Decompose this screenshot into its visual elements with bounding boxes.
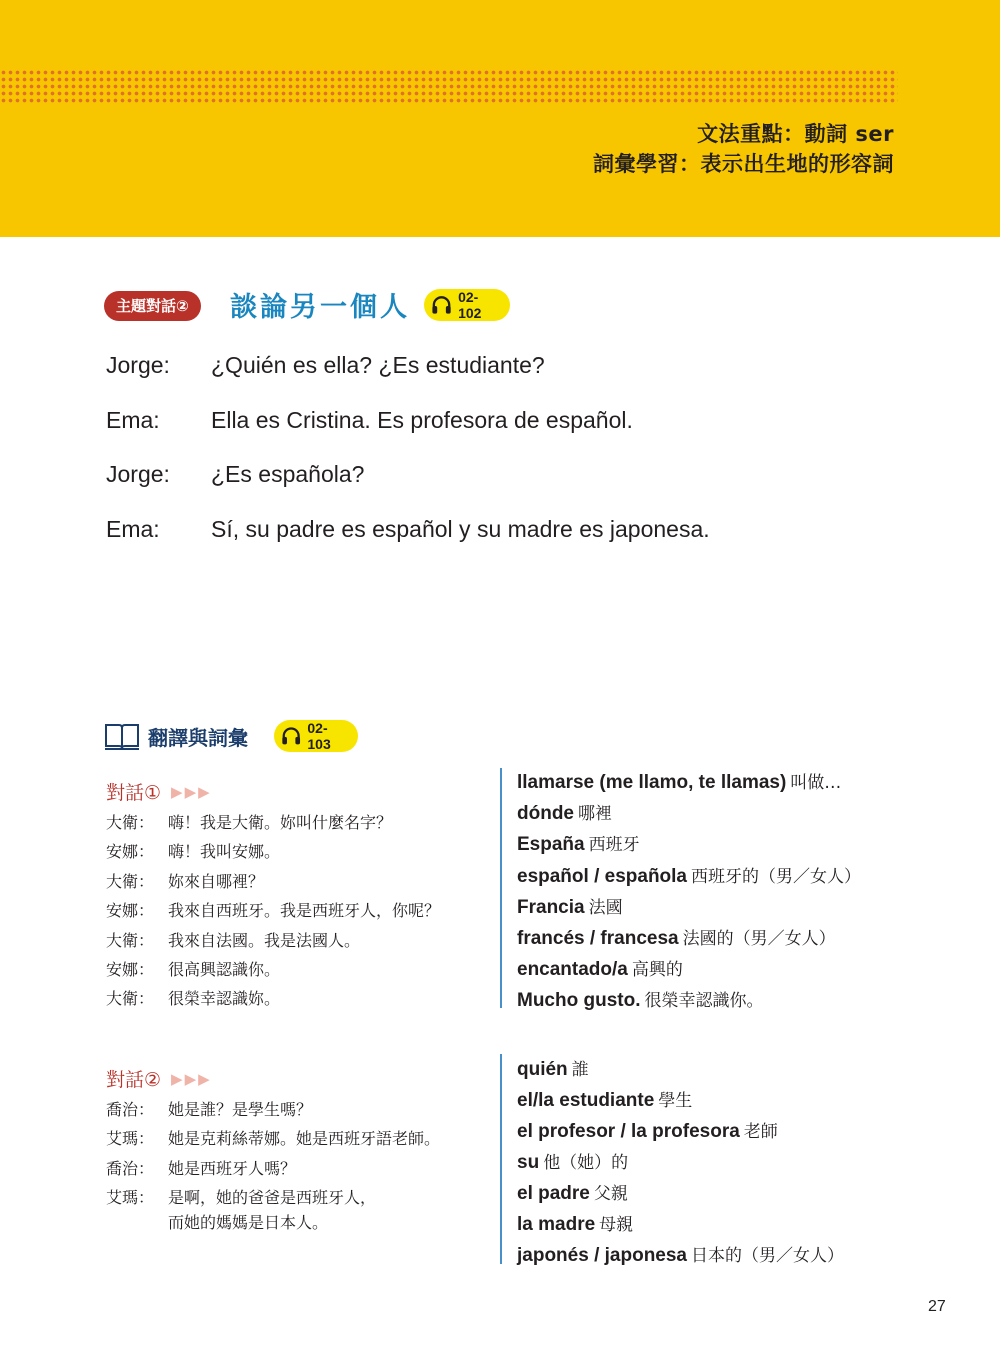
vocab-spanish: dónde	[517, 803, 574, 824]
vocab-spanish: España	[517, 834, 585, 855]
translation-line: 我來自法國。我是法國人。	[168, 931, 361, 950]
vocab-row	[517, 1210, 633, 1236]
dialogue-speaker: Jorge:	[106, 461, 170, 487]
vocab-row	[517, 986, 763, 1012]
vocab-chinese: 父親	[593, 1184, 628, 1204]
vocab-spanish: llamarse (me llamo, te llamas)	[517, 772, 787, 793]
vocab-chinese: 學生	[658, 1091, 693, 1111]
translation-speaker: 大衛：	[106, 813, 155, 832]
translation-speaker: 大衛：	[106, 872, 155, 891]
translation-heading	[104, 721, 248, 751]
translation-line: 我來自西班牙。我是西班牙人，你呢？	[168, 901, 441, 920]
vocab-row	[517, 768, 841, 794]
dialogue-speaker: Ema:	[106, 407, 160, 433]
vocab-row	[517, 955, 683, 981]
book-icon	[104, 721, 140, 751]
vocab-row	[517, 799, 612, 825]
translation-line: 很高興認識你。	[168, 960, 281, 979]
translation-line: 是啊，她的爸爸是西班牙人，	[168, 1188, 377, 1207]
vocab-row	[517, 1055, 589, 1081]
translation-line: 嗨！我叫安娜。	[168, 842, 281, 861]
vocab-spanish: Francia	[517, 897, 585, 918]
vocab-divider	[500, 768, 502, 1008]
dialogue-speaker: Jorge:	[106, 352, 170, 378]
translation-speaker: 安娜：	[106, 901, 155, 920]
vocab-spanish: el padre	[517, 1183, 590, 1204]
audio-track-button[interactable]	[424, 289, 510, 321]
translation-line: 很榮幸認識妳。	[168, 989, 281, 1008]
vocab-chinese: 西班牙的（男／女人）	[691, 867, 861, 887]
headphones-icon	[430, 293, 453, 317]
vocabulary-point: 詞彙學習：表示出生地的形容詞	[593, 152, 894, 176]
section-title: 談論另一個人	[230, 292, 410, 323]
vocab-spanish: el profesor / la profesora	[517, 1121, 740, 1142]
triangle-arrows-icon: ▶▶▶	[171, 782, 212, 801]
vocab-row	[517, 1241, 844, 1267]
translation-line: 她是克莉絲蒂娜。她是西班牙語老師。	[168, 1129, 441, 1148]
grammar-point: 文法重點：動詞 ser	[697, 122, 894, 146]
conversation-label-text: 對話②	[106, 1069, 162, 1091]
vocab-spanish: quién	[517, 1059, 568, 1080]
vocab-chinese: 叫做…	[790, 773, 842, 793]
vocab-row	[517, 1086, 692, 1112]
vocab-row	[517, 893, 623, 919]
translation-speaker: 大衛：	[106, 931, 155, 950]
audio-code: 02-103	[307, 720, 331, 752]
conversation-label	[106, 778, 212, 805]
translation-speaker: 大衛：	[106, 989, 155, 1008]
conversation-label	[106, 1065, 212, 1092]
translation-line: 她是西班牙人嗎？	[168, 1159, 297, 1178]
vocab-chinese: 西班牙	[588, 835, 640, 855]
vocab-chinese: 母親	[599, 1215, 634, 1235]
dialogue-line: Ella es Cristina. Es profesora de español.	[211, 407, 633, 433]
translation-line: 嗨！我是大衛。妳叫什麼名字？	[168, 813, 393, 832]
vocab-chinese: 高興的	[631, 960, 683, 980]
vocab-row	[517, 1179, 628, 1205]
translation-speaker: 艾瑪：	[106, 1188, 155, 1207]
header-banner	[0, 0, 1000, 237]
dialogue-speaker: Ema:	[106, 516, 160, 542]
vocab-row	[517, 924, 836, 950]
vocab-row	[517, 1117, 778, 1143]
vocab-chinese: 哪裡	[578, 804, 612, 824]
vocab-spanish: Mucho gusto.	[517, 990, 641, 1011]
dot-pattern	[0, 69, 898, 105]
vocab-row	[517, 1148, 628, 1174]
vocab-spanish: la madre	[517, 1214, 596, 1235]
vocab-spanish: el/la estudiante	[517, 1090, 655, 1111]
translation-line: 而她的媽媽是日本人。	[168, 1213, 329, 1232]
translation-speaker: 喬治：	[106, 1159, 155, 1178]
translation-line: 她是誰？是學生嗎？	[168, 1100, 313, 1119]
headphones-icon	[280, 724, 302, 748]
vocab-spanish: francés / francesa	[517, 928, 679, 949]
audio-code: 02-102	[458, 289, 482, 321]
page-number: 27	[928, 1298, 946, 1315]
translation-speaker: 安娜：	[106, 960, 155, 979]
vocab-chinese: 日本的（男／女人）	[691, 1246, 844, 1266]
vocab-divider	[500, 1054, 502, 1264]
dialogue-line: ¿Quién es ella? ¿Es estudiante?	[211, 352, 545, 378]
dialogue-line: Sí, su padre es español y su madre es japonesa.	[211, 516, 710, 542]
dialogue-line: ¿Es española?	[211, 461, 365, 487]
conversation-label-text: 對話①	[106, 782, 162, 804]
topic-dialogue-badge: 主題對話②	[104, 291, 201, 321]
vocab-spanish: su	[517, 1152, 540, 1173]
translation-speaker: 喬治：	[106, 1100, 155, 1119]
vocab-spanish: encantado/a	[517, 959, 628, 980]
translation-title: 翻譯與詞彙	[148, 725, 248, 750]
vocab-row	[517, 862, 861, 888]
vocab-spanish: japonés / japonesa	[517, 1245, 687, 1266]
translation-line: 妳來自哪裡？	[168, 872, 265, 891]
translation-speaker: 艾瑪：	[106, 1129, 155, 1148]
audio-track-button[interactable]	[274, 720, 358, 752]
vocab-spanish: español / española	[517, 866, 687, 887]
triangle-arrows-icon: ▶▶▶	[171, 1069, 212, 1088]
vocab-chinese: 法國	[588, 898, 623, 918]
vocab-chinese: 老師	[743, 1122, 778, 1142]
translation-speaker: 安娜：	[106, 842, 155, 861]
vocab-chinese: 誰	[571, 1060, 589, 1080]
vocab-chinese: 很榮幸認識你。	[644, 991, 764, 1011]
vocab-chinese: 法國的（男／女人）	[682, 929, 836, 949]
vocab-chinese: 他（她）的	[543, 1153, 629, 1173]
vocab-row	[517, 830, 640, 856]
